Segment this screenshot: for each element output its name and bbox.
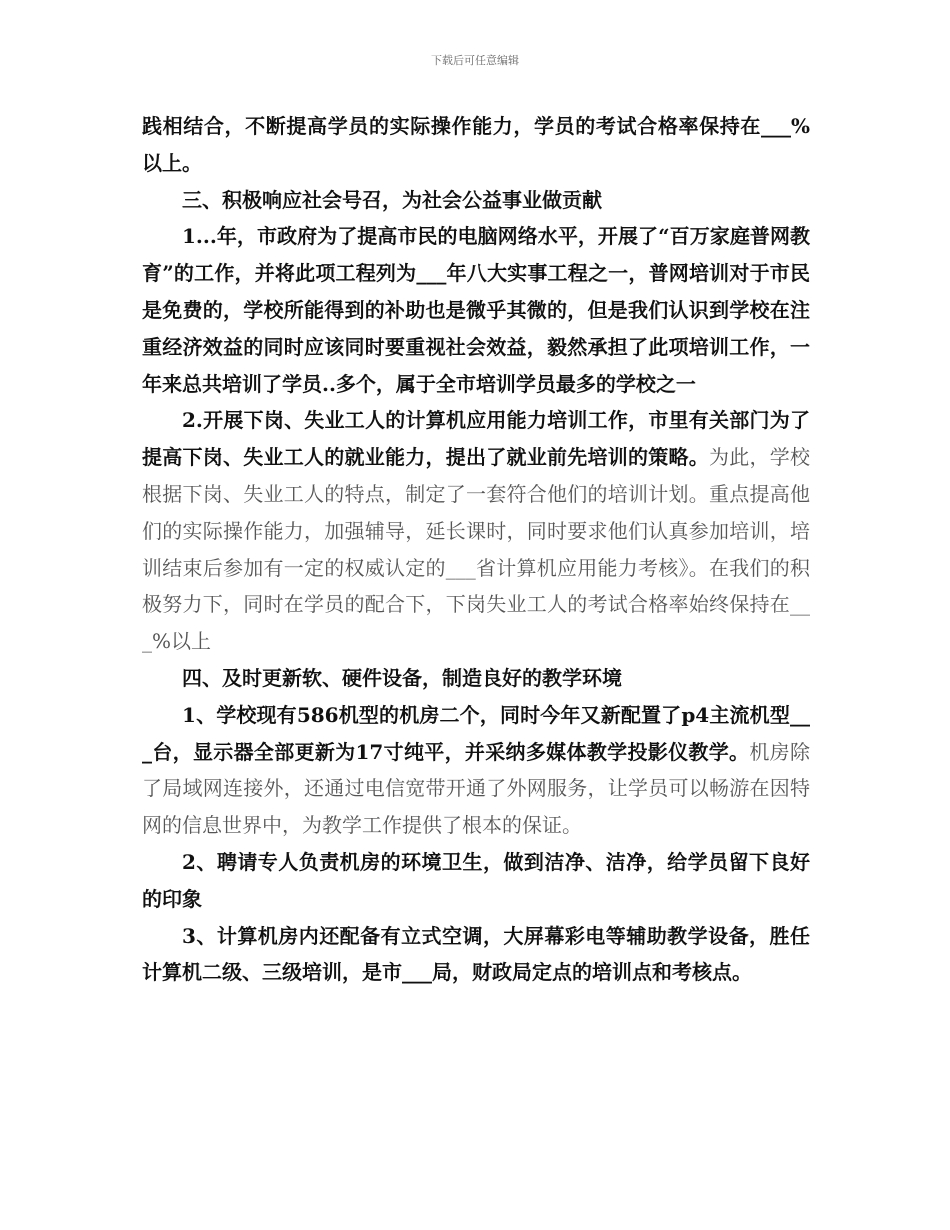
heading-text: 四、及时更新软、硬件设备，制造良好的教学环境 <box>182 665 622 690</box>
page-header: 下载后可任意编辑 <box>431 54 519 67</box>
paragraph-text: 践相结合，不断提高学员的实际操作能力，学员的考试合格率保持在___%以上。 <box>142 114 810 175</box>
heading-text: 三、积极响应社会号召，为社会公益事业做贡献 <box>182 187 602 212</box>
paragraph-text: 3、计算机房内还配备有立式空调，大屏幕彩电等辅助教学设备，胜任计算机二级、三级培训，是市___局，财政局定点的培训点和考核点。 <box>142 923 810 985</box>
paragraph-text-bold: 2.开展下岗、失业工人的计算机应用能力培训工作，市里有关部门为了提高下岗、失业工人的就业能力，提出了就业前先培训的策略。 <box>142 408 810 470</box>
paragraph-hardware-3 <box>142 918 810 992</box>
paragraph-text-bold: 1、学校现有586机型的机房二个，同时今年又新配置了p4主流机型___台，显示器全部更新为17寸纯平，并采纳多媒体教学投影仪教学。 <box>142 702 810 764</box>
section-heading-3 <box>142 182 810 219</box>
paragraph-continuation <box>142 108 810 182</box>
paragraph-hardware-1 <box>142 697 810 844</box>
paragraph-hardware-2 <box>142 844 810 918</box>
paragraph-text-light: 为此，学校根据下岗、失业工人的特点，制定了一套符合他们的培训计划。重点提高他们的实际操作能力，加强辅导，延长课时，同时要求他们认真参加培训，培训结束后参加有一定的权威认定的___省计算机应用能力考核》。在我们的积极努力下，同时在学员的配合下，下岗失业工人的考试合格率始终保持在___%以上 <box>142 445 810 654</box>
paragraph-text: 1...年，市政府为了提高市民的电脑网络水平，开展了“百万家庭普网教育”的工作，并将此项工程列为___年八大实事工程之一，普网培训对于市民是免费的，学校所能得到的补助也是微乎其微的，但是我们认识到学校在注重经济效益的同时应该同时要重视社会效益，毅然承担了此项培训工作，一年来总共培训了学员..多个，属于全市培训学员最多的学校之一 <box>142 224 810 396</box>
paragraph-text: 2、聘请专人负责机房的环境卫生，做到洁净、洁净，给学员留下良好的印象 <box>142 849 810 911</box>
paragraph-item-2 <box>142 402 810 660</box>
paragraph-item-1 <box>142 218 810 402</box>
document-body <box>142 108 810 991</box>
paragraph-text-light: 机房除了局域网连接外，还通过电信宽带开通了外网服务，让学员可以畅游在因特网的信息世界中，为教学工作提供了根本的保证。 <box>142 739 810 838</box>
section-heading-4 <box>142 660 810 697</box>
